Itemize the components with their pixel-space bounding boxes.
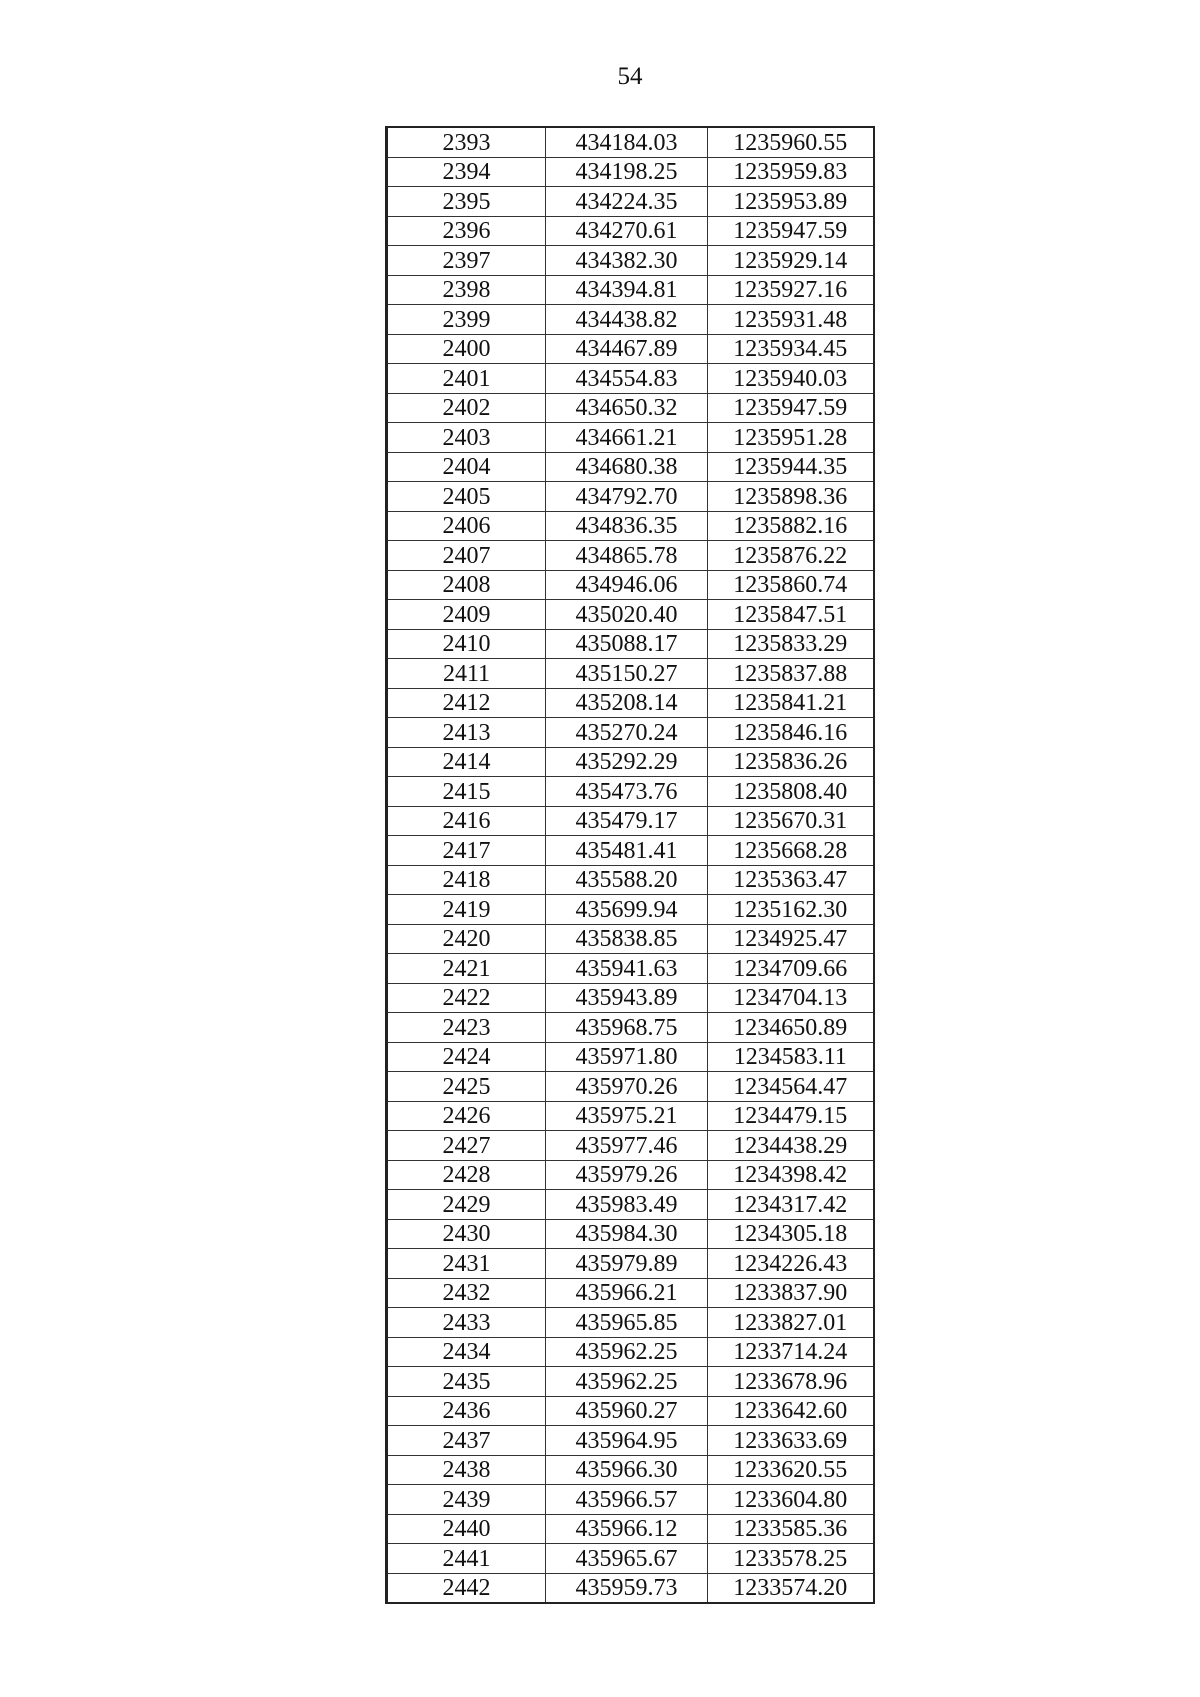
- point-number-cell: 2394: [387, 157, 546, 187]
- point-number-cell: 2428: [387, 1160, 546, 1190]
- x-coordinate-cell: 434467.89: [546, 334, 708, 364]
- y-coordinate-cell: 1235898.36: [708, 482, 874, 512]
- table-row: [387, 629, 874, 659]
- table-row: [387, 777, 874, 807]
- x-coordinate-cell: 435481.41: [546, 836, 708, 866]
- point-number-cell: 2405: [387, 482, 546, 512]
- point-number-cell: 2400: [387, 334, 546, 364]
- table-row: [387, 659, 874, 689]
- y-coordinate-cell: 1235953.89: [708, 187, 874, 217]
- point-number-cell: 2424: [387, 1042, 546, 1072]
- table-row: [387, 1278, 874, 1308]
- table-row: [387, 1190, 874, 1220]
- table-row: [387, 1544, 874, 1574]
- table-row: [387, 1042, 874, 1072]
- point-number-cell: 2421: [387, 954, 546, 984]
- x-coordinate-cell: 434836.35: [546, 511, 708, 541]
- table-row: [387, 1426, 874, 1456]
- table-row: [387, 1072, 874, 1102]
- point-number-cell: 2395: [387, 187, 546, 217]
- point-number-cell: 2422: [387, 983, 546, 1013]
- y-coordinate-cell: 1233678.96: [708, 1367, 874, 1397]
- y-coordinate-cell: 1234479.15: [708, 1101, 874, 1131]
- point-number-cell: 2420: [387, 924, 546, 954]
- point-number-cell: 2416: [387, 806, 546, 836]
- table-row: [387, 924, 874, 954]
- x-coordinate-cell: 435959.73: [546, 1573, 708, 1603]
- point-number-cell: 2425: [387, 1072, 546, 1102]
- y-coordinate-cell: 1235833.29: [708, 629, 874, 659]
- x-coordinate-cell: 435941.63: [546, 954, 708, 984]
- table-row: [387, 1514, 874, 1544]
- y-coordinate-cell: 1235841.21: [708, 688, 874, 718]
- x-coordinate-cell: 435983.49: [546, 1190, 708, 1220]
- table-row: [387, 216, 874, 246]
- y-coordinate-cell: 1233714.24: [708, 1337, 874, 1367]
- x-coordinate-cell: 435984.30: [546, 1219, 708, 1249]
- table-row: [387, 983, 874, 1013]
- x-coordinate-cell: 435588.20: [546, 865, 708, 895]
- y-coordinate-cell: 1233633.69: [708, 1426, 874, 1456]
- y-coordinate-cell: 1233578.25: [708, 1544, 874, 1574]
- table-row: [387, 511, 874, 541]
- point-number-cell: 2426: [387, 1101, 546, 1131]
- table-row: [387, 393, 874, 423]
- table-row: [387, 1160, 874, 1190]
- x-coordinate-cell: 434792.70: [546, 482, 708, 512]
- point-number-cell: 2406: [387, 511, 546, 541]
- x-coordinate-cell: 435962.25: [546, 1337, 708, 1367]
- y-coordinate-cell: 1235959.83: [708, 157, 874, 187]
- x-coordinate-cell: 434680.38: [546, 452, 708, 482]
- point-number-cell: 2435: [387, 1367, 546, 1397]
- y-coordinate-cell: 1235931.48: [708, 305, 874, 335]
- x-coordinate-cell: 435968.75: [546, 1013, 708, 1043]
- table-row: [387, 806, 874, 836]
- x-coordinate-cell: 435838.85: [546, 924, 708, 954]
- table-row: [387, 1573, 874, 1603]
- point-number-cell: 2399: [387, 305, 546, 335]
- y-coordinate-cell: 1234583.11: [708, 1042, 874, 1072]
- x-coordinate-cell: 435150.27: [546, 659, 708, 689]
- point-number-cell: 2401: [387, 364, 546, 394]
- y-coordinate-cell: 1235944.35: [708, 452, 874, 482]
- x-coordinate-cell: 435966.21: [546, 1278, 708, 1308]
- point-number-cell: 2396: [387, 216, 546, 246]
- y-coordinate-cell: 1235927.16: [708, 275, 874, 305]
- table-row: [387, 895, 874, 925]
- x-coordinate-cell: 435971.80: [546, 1042, 708, 1072]
- point-number-cell: 2434: [387, 1337, 546, 1367]
- y-coordinate-cell: 1235847.51: [708, 600, 874, 630]
- x-coordinate-cell: 435960.27: [546, 1396, 708, 1426]
- point-number-cell: 2439: [387, 1485, 546, 1515]
- x-coordinate-cell: 435979.89: [546, 1249, 708, 1279]
- table-row: [387, 1249, 874, 1279]
- x-coordinate-cell: 434198.25: [546, 157, 708, 187]
- x-coordinate-cell: 435979.26: [546, 1160, 708, 1190]
- y-coordinate-cell: 1235960.55: [708, 127, 874, 157]
- point-number-cell: 2430: [387, 1219, 546, 1249]
- x-coordinate-cell: 435292.29: [546, 747, 708, 777]
- point-number-cell: 2437: [387, 1426, 546, 1456]
- point-number-cell: 2441: [387, 1544, 546, 1574]
- table-row: [387, 600, 874, 630]
- x-coordinate-cell: 435975.21: [546, 1101, 708, 1131]
- point-number-cell: 2409: [387, 600, 546, 630]
- table-row: [387, 747, 874, 777]
- table-row: [387, 865, 874, 895]
- x-coordinate-cell: 434382.30: [546, 246, 708, 276]
- y-coordinate-cell: 1235947.59: [708, 216, 874, 246]
- x-coordinate-cell: 434438.82: [546, 305, 708, 335]
- point-number-cell: 2393: [387, 127, 546, 157]
- y-coordinate-cell: 1234564.47: [708, 1072, 874, 1102]
- x-coordinate-cell: 435479.17: [546, 806, 708, 836]
- x-coordinate-cell: 435965.85: [546, 1308, 708, 1338]
- table-row: [387, 364, 874, 394]
- y-coordinate-cell: 1235836.26: [708, 747, 874, 777]
- table-row: [387, 1013, 874, 1043]
- x-coordinate-cell: 435964.95: [546, 1426, 708, 1456]
- table-row: [387, 157, 874, 187]
- x-coordinate-cell: 435473.76: [546, 777, 708, 807]
- table-row: [387, 452, 874, 482]
- point-number-cell: 2413: [387, 718, 546, 748]
- table-row: [387, 127, 874, 157]
- y-coordinate-cell: 1235837.88: [708, 659, 874, 689]
- x-coordinate-cell: 435270.24: [546, 718, 708, 748]
- y-coordinate-cell: 1234704.13: [708, 983, 874, 1013]
- table-row: [387, 275, 874, 305]
- y-coordinate-cell: 1235934.45: [708, 334, 874, 364]
- y-coordinate-cell: 1235947.59: [708, 393, 874, 423]
- x-coordinate-cell: 435977.46: [546, 1131, 708, 1161]
- point-number-cell: 2419: [387, 895, 546, 925]
- x-coordinate-cell: 434650.32: [546, 393, 708, 423]
- x-coordinate-cell: 434661.21: [546, 423, 708, 453]
- y-coordinate-cell: 1235668.28: [708, 836, 874, 866]
- point-number-cell: 2414: [387, 747, 546, 777]
- point-number-cell: 2433: [387, 1308, 546, 1338]
- y-coordinate-cell: 1234398.42: [708, 1160, 874, 1190]
- point-number-cell: 2410: [387, 629, 546, 659]
- table-row: [387, 954, 874, 984]
- x-coordinate-cell: 435020.40: [546, 600, 708, 630]
- y-coordinate-cell: 1233827.01: [708, 1308, 874, 1338]
- y-coordinate-cell: 1234226.43: [708, 1249, 874, 1279]
- point-number-cell: 2427: [387, 1131, 546, 1161]
- table-row: [387, 482, 874, 512]
- table-row: [387, 1131, 874, 1161]
- y-coordinate-cell: 1233642.60: [708, 1396, 874, 1426]
- table-row: [387, 423, 874, 453]
- point-number-cell: 2423: [387, 1013, 546, 1043]
- x-coordinate-cell: 435966.57: [546, 1485, 708, 1515]
- y-coordinate-cell: 1233574.20: [708, 1573, 874, 1603]
- x-coordinate-cell: 435966.12: [546, 1514, 708, 1544]
- table-row: [387, 1367, 874, 1397]
- table-row: [387, 688, 874, 718]
- table-row: [387, 1337, 874, 1367]
- x-coordinate-cell: 435966.30: [546, 1455, 708, 1485]
- table-row: [387, 305, 874, 335]
- table-row: [387, 541, 874, 571]
- y-coordinate-cell: 1233620.55: [708, 1455, 874, 1485]
- x-coordinate-cell: 435208.14: [546, 688, 708, 718]
- table-row: [387, 1396, 874, 1426]
- x-coordinate-cell: 434394.81: [546, 275, 708, 305]
- x-coordinate-cell: 434270.61: [546, 216, 708, 246]
- table-row: [387, 1485, 874, 1515]
- y-coordinate-cell: 1234317.42: [708, 1190, 874, 1220]
- point-number-cell: 2429: [387, 1190, 546, 1220]
- table-row: [387, 1219, 874, 1249]
- y-coordinate-cell: 1235808.40: [708, 777, 874, 807]
- point-number-cell: 2418: [387, 865, 546, 895]
- point-number-cell: 2412: [387, 688, 546, 718]
- point-number-cell: 2411: [387, 659, 546, 689]
- table-row: [387, 1455, 874, 1485]
- x-coordinate-cell: 434946.06: [546, 570, 708, 600]
- y-coordinate-cell: 1233585.36: [708, 1514, 874, 1544]
- point-number-cell: 2402: [387, 393, 546, 423]
- point-number-cell: 2436: [387, 1396, 546, 1426]
- coordinates-table: [385, 126, 875, 1604]
- point-number-cell: 2440: [387, 1514, 546, 1544]
- y-coordinate-cell: 1234925.47: [708, 924, 874, 954]
- point-number-cell: 2431: [387, 1249, 546, 1279]
- point-number-cell: 2415: [387, 777, 546, 807]
- y-coordinate-cell: 1235363.47: [708, 865, 874, 895]
- point-number-cell: 2408: [387, 570, 546, 600]
- y-coordinate-cell: 1235929.14: [708, 246, 874, 276]
- x-coordinate-cell: 435088.17: [546, 629, 708, 659]
- y-coordinate-cell: 1235882.16: [708, 511, 874, 541]
- x-coordinate-cell: 435699.94: [546, 895, 708, 925]
- y-coordinate-cell: 1235162.30: [708, 895, 874, 925]
- table-row: [387, 187, 874, 217]
- y-coordinate-cell: 1234438.29: [708, 1131, 874, 1161]
- table-row: [387, 570, 874, 600]
- x-coordinate-cell: 434224.35: [546, 187, 708, 217]
- y-coordinate-cell: 1233837.90: [708, 1278, 874, 1308]
- x-coordinate-cell: 434184.03: [546, 127, 708, 157]
- table-row: [387, 1101, 874, 1131]
- x-coordinate-cell: 435965.67: [546, 1544, 708, 1574]
- y-coordinate-cell: 1235846.16: [708, 718, 874, 748]
- table-row: [387, 718, 874, 748]
- table-row: [387, 246, 874, 276]
- point-number-cell: 2398: [387, 275, 546, 305]
- x-coordinate-cell: 434865.78: [546, 541, 708, 571]
- point-number-cell: 2403: [387, 423, 546, 453]
- point-number-cell: 2442: [387, 1573, 546, 1603]
- coordinates-table-body: [387, 127, 874, 1603]
- point-number-cell: 2404: [387, 452, 546, 482]
- point-number-cell: 2417: [387, 836, 546, 866]
- y-coordinate-cell: 1235876.22: [708, 541, 874, 571]
- x-coordinate-cell: 435962.25: [546, 1367, 708, 1397]
- table-row: [387, 836, 874, 866]
- x-coordinate-cell: 434554.83: [546, 364, 708, 394]
- y-coordinate-cell: 1234709.66: [708, 954, 874, 984]
- y-coordinate-cell: 1235951.28: [708, 423, 874, 453]
- y-coordinate-cell: 1235940.03: [708, 364, 874, 394]
- point-number-cell: 2432: [387, 1278, 546, 1308]
- y-coordinate-cell: 1234305.18: [708, 1219, 874, 1249]
- point-number-cell: 2397: [387, 246, 546, 276]
- table-row: [387, 334, 874, 364]
- x-coordinate-cell: 435943.89: [546, 983, 708, 1013]
- y-coordinate-cell: 1233604.80: [708, 1485, 874, 1515]
- y-coordinate-cell: 1235860.74: [708, 570, 874, 600]
- page-number: 54: [617, 63, 643, 90]
- y-coordinate-cell: 1235670.31: [708, 806, 874, 836]
- y-coordinate-cell: 1234650.89: [708, 1013, 874, 1043]
- point-number-cell: 2407: [387, 541, 546, 571]
- point-number-cell: 2438: [387, 1455, 546, 1485]
- x-coordinate-cell: 435970.26: [546, 1072, 708, 1102]
- table-row: [387, 1308, 874, 1338]
